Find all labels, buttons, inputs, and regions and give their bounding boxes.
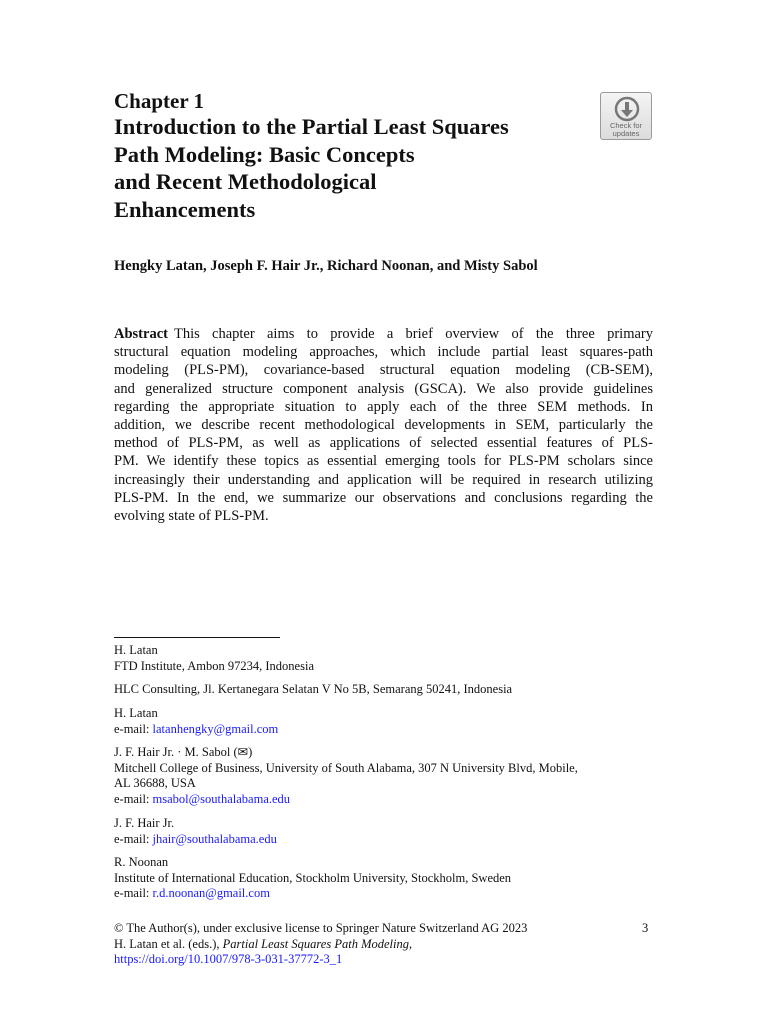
abstract-line: structural equation modeling approaches, which include partial least squares-path: [114, 344, 653, 361]
email-link[interactable]: r.d.noonan@gmail.com: [152, 886, 270, 900]
affiliation-name: H. Latan: [114, 643, 158, 657]
email-link[interactable]: latanhengky@gmail.com: [152, 721, 279, 736]
chapter-title-line: and Recent Methodological: [114, 169, 377, 194]
email-label: e-mail:: [114, 886, 153, 900]
affiliation-name: R. Noonan: [114, 855, 169, 869]
copyright-footer: [114, 921, 654, 968]
email-link[interactable]: jhair@southalabama.edu: [152, 831, 277, 846]
abstract-line: increasingly their understanding and application will be required in research utilizing: [114, 471, 653, 488]
email-line: [114, 886, 511, 902]
citation-punct: ,: [408, 936, 413, 951]
authors-line: Hengky Latan, Joseph F. Hair Jr., Richard Noonan, and Misty Sabol: [114, 258, 538, 274]
check-for-updates-badge[interactable]: [600, 92, 652, 140]
page-number: 3: [642, 921, 649, 935]
badge-label-line: updates: [612, 129, 640, 138]
affiliation-block: [114, 682, 512, 698]
email-label: e-mail:: [114, 791, 153, 806]
affiliation-institution: AL 36688, USA: [114, 776, 196, 790]
chapter-title-line: Path Modeling: Basic Concepts: [114, 141, 415, 167]
abstract-line: evolving state of PLS-PM.: [114, 507, 269, 524]
chapter-title-line: Introduction to the Partial Least Squares: [114, 114, 509, 139]
copyright-line: © The Author(s), under exclusive license to Springer Nature Switzerland AG 2023: [114, 921, 528, 935]
affiliation-name: J. F. Hair Jr. · M. Sabol (✉): [114, 745, 253, 759]
abstract-line: PM. We identify these topics as essential emerging tools for PLS-PM scholars since: [114, 453, 653, 470]
abstract-line: modeling (PLS-PM), covariance-based structural equation modeling (CB-SEM),: [114, 362, 653, 379]
footnote-divider: [114, 637, 280, 638]
affiliation-name: J. F. Hair Jr.: [114, 816, 175, 830]
affiliation-block: [114, 855, 511, 902]
affiliation-institution: HLC Consulting, Jl. Kertanegara Selatan V No 5B, Semarang 50241, Indonesia: [114, 682, 513, 696]
affiliation-block: [114, 816, 277, 847]
chapter-title: [114, 113, 584, 223]
abstract-line: regarding the appropriate situation to apply each of the three SEM methods. In: [114, 398, 653, 415]
affiliation-institution: Institute of International Education, Stockholm University, Stockholm, Sweden: [114, 870, 512, 885]
affiliation-block: [114, 706, 278, 737]
affiliation-institution: Mitchell College of Business, University of South Alabama, 307 N University Blvd, Mobile,: [114, 760, 578, 775]
email-line: [114, 832, 277, 848]
citation-editors: H. Latan et al. (eds.),: [114, 936, 223, 951]
doi-link[interactable]: https://doi.org/10.1007/978-3-031-37772-3_1: [114, 952, 343, 966]
affiliation-institution: FTD Institute, Ambon 97234, Indonesia: [114, 658, 314, 673]
abstract-text: This chapter aims to provide a brief overview of the three primary: [173, 326, 653, 342]
badge-label: [601, 122, 651, 138]
email-label: e-mail:: [114, 831, 153, 846]
badge-label-line: Check for: [609, 121, 643, 130]
abstract: [114, 325, 653, 525]
abstract-line: addition, we describe recent methodological developments in SEM, particularly the: [114, 416, 653, 433]
chapter-title-line: Enhancements: [114, 196, 256, 222]
affiliation-block: [114, 643, 314, 674]
book-title: Partial Least Squares Path Modeling: [222, 936, 409, 951]
email-line: [114, 722, 278, 738]
abstract-line: [114, 325, 653, 343]
abstract-line: method of PLS-PM, as well as applications of selected essential features of PLS-: [114, 435, 653, 452]
check-for-updates-icon: [614, 96, 640, 122]
abstract-line: and generalized structure component analysis (GSCA). We also provide guidelines: [114, 380, 653, 397]
email-link[interactable]: msabol@southalabama.edu: [152, 791, 291, 806]
email-line: [114, 792, 578, 808]
email-label: e-mail:: [114, 721, 153, 736]
affiliation-name: H. Latan: [114, 706, 158, 720]
chapter-label: Chapter 1: [114, 89, 205, 113]
abstract-line: PLS-PM. In the end, we summarize our observations and conclusions regarding the: [114, 489, 653, 506]
abstract-label: Abstract: [114, 326, 168, 342]
affiliation-block: [114, 745, 578, 807]
citation-line: [114, 937, 654, 953]
